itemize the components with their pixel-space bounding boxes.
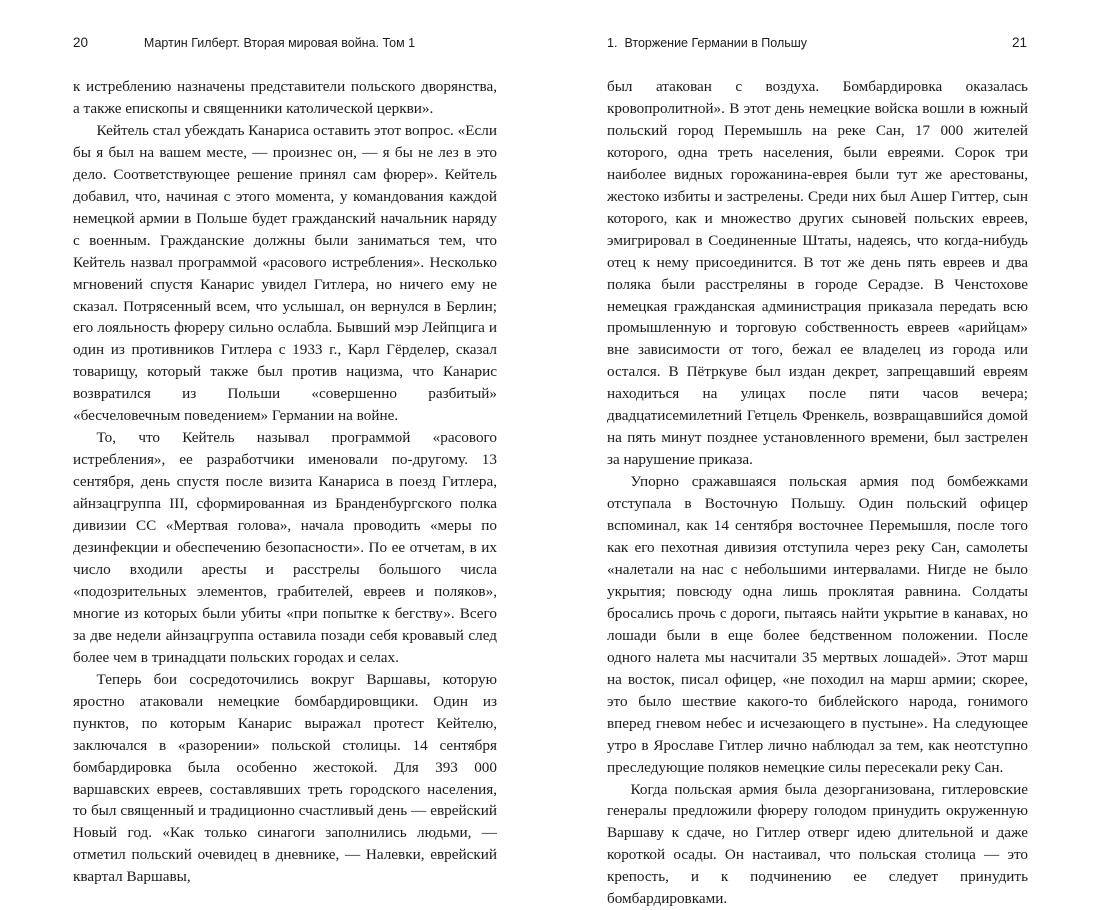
text-column-left (73, 76, 497, 888)
paragraph: к истреблению назначены представители польского дворянства, а также епископы и священники католической церкви». (73, 76, 497, 120)
paragraph: Кейтель стал убеждать Канариса оставить этот вопрос. «Если бы я был на вашем месте, — произнес он, — я бы не лез в это дело. Соответствующее решение принял сам фюрер». Кейтель добавил, что, начиная с этого момента, у командования каждой немецкой армии в Польше будет гражданский начальник наряду с военным. Гражданские должны были заниматься тем, что Кейтель назвал программой «расового истребления». Несколько мгновений спустя Канарис увидел Гитлера, но ничего ему не сказал. Потрясенный всем, что услышал, он вернулся в Берлин; его лояльность фюреру сильно ослабла. Бывший мэр Лейпцига и один из противников Гитлера с 1933 г., Карл Гёрделер, сказал товарищу, который также был против нацизма, что Канарис возвратился из Польши «совершенно разбитый» «бесчеловечным поведением» Германии на войне. (73, 120, 497, 427)
folio-left: 20 (73, 34, 88, 52)
running-head-right-title: Вторжение Германии в Польшу (624, 34, 1012, 52)
paragraph: Упорно сражавшаяся польская армия под бомбежками отступала в Восточную Польшу. Один польский офицер вспоминал, как 14 сентября восточнее Перемышля, после того как его пехотная дивизия отступила через реку Сан, самолеты «налетали на нас с небольшими интервалами. Нигде не было укрытия; повсюду одна лишь проклятая равнина. Солдаты бросались прочь с дороги, пытаясь найти укрытие в канавах, но лошади были в еще более бедственном положении. После одного налета мы насчитали 35 мертвых лошадей». Этот марш на восток, писал офицер, «не походил на марш армии; скорее, это было шествие какого-то библейского народа, гонимого вперед гневом небес и исчезающего в пустыне». На следующее утро в Ярославе Гитлер лично наблюдал за тем, как неотступно преследующие поляков немецкие силы пересекали реку Сан. (607, 471, 1028, 778)
text-column-right (607, 76, 1028, 910)
running-head-right (607, 34, 1027, 52)
paragraph: То, что Кейтель называл программой «расового истребления», ее разработчики именовали по-другому. 13 сентября, день спустя после визита Канариса в поезд Гитлера, айнзацгруппа III, сформированная из Бранденбургского полка дивизии СС «Мертвая голова», начала проводить «меры по дезинфекции и обеспечению безопасности». По ее отчетам, в их число входили аресты и расстрелы большого числа «подозрительных элементов, грабителей, евреев и поляков», многие из которых были убиты «при попытке к бегству». Всего за две недели айнзацгруппа оставила позади себя кровавый след более чем в тринадцати польских городах и селах. (73, 427, 497, 668)
running-head-left (73, 34, 497, 52)
chapter-number: 1. (607, 34, 617, 52)
running-head-left-title: Мартин Гилберт. Вторая мировая война. Том 1 (88, 34, 497, 52)
paragraph: был атакован с воздуха. Бомбардировка оказалась кровопролитной». В этот день немецкие войска вошли в южный польский город Перемышль на реке Сан, 17 000 жителей которого, одна треть населения, были евреями. Сорок три наиболее видных горожанина-еврея были тут же арестованы, жестоко избиты и застрелены. Среди них был Ашер Гиттер, сын которого, как и множество других сыновей польских евреев, эмигрировал в Соединенные Штаты, надеясь, что когда-нибудь отец к нему присоединится. В тот же день пять евреев и два поляка были расстреляны в городе Серадзе. В Ченстохове немецкая гражданская администрация приказала передать всю промышленную и торговую собственность евреев «арийцам» вне зависимости от того, бежал ее владелец из города или остался. В Пётркуве был издан декрет, запрещавший евреям находиться на улицах после пяти часов вечера; двадцатисемилетний Гетцель Френкель, возвращавшийся домой на пять минут позднее установленного времени, был застрелен за нарушение приказа. (607, 76, 1028, 471)
paragraph: Теперь бои сосредоточились вокруг Варшавы, которую яростно атаковали немецкие бомбардировщики. Один из пунктов, по которым Канарис выражал протест Кейтелю, заключался в «разорении» польской столицы. 14 сентября бомбардировка была особенно жестокой. Для 393 000 варшавских евреев, составлявших треть городского населения, то был священный и традиционно счастливый день — еврейский Новый год. «Как только синагоги заполнились людьми, — отметил польский очевидец в дневнике, — Налевки, еврейский квартал Варшавы, (73, 669, 497, 889)
paragraph: Когда польская армия была дезорганизована, гитлеровские генералы предложили фюреру голодом принудить окруженную Варшаву к сдаче, но Гитлер отверг идею длительной и даже короткой осады. Он настаивал, что польская столица — это крепость, и к подчинению ее следует принудить бомбардировками. (607, 779, 1028, 910)
folio-right: 21 (1012, 34, 1027, 52)
